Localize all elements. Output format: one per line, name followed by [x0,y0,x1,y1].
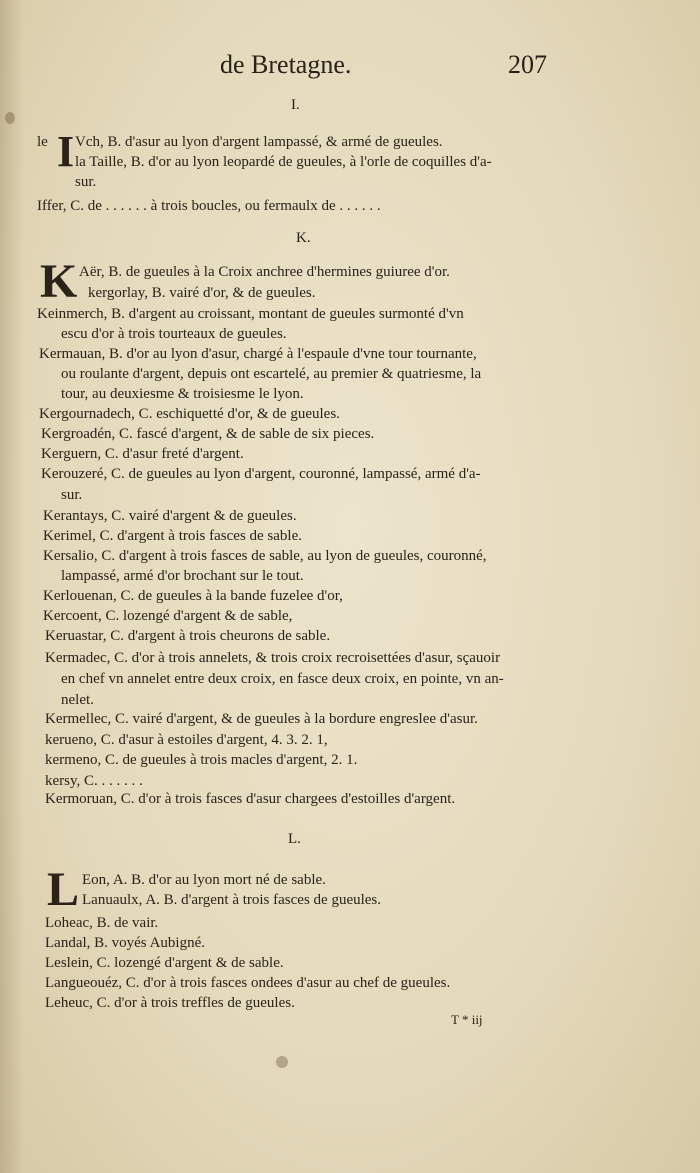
entry-line: Lanuaulx, A. B. d'argent à trois fasces de gueules. [82,892,382,908]
entry-line: lampassé, armé d'or brochant sur le tout. [61,568,304,584]
entry-line: Kerouzeré, C. de gueules au lyon d'argent, couronné, lampassé, armé d'a- [41,466,481,482]
entry-line: Kercoent, C. lozengé d'argent & de sable, [43,608,293,624]
ink-spot [276,1056,288,1068]
entry-line: Kerantays, C. vairé d'argent & de gueules. [43,508,297,524]
entry-line: Keruastar, C. d'argent à trois cheurons de sable. [45,628,331,644]
entry-line: sur. [75,174,97,190]
section-heading-k: K. [296,230,311,246]
entry-line: en chef vn annelet entre deux croix, en fasce deux croix, en pointe, vn an- [61,671,504,687]
signature-mark: T * iij [451,1012,483,1027]
entry-line: Kerlouenan, C. de gueules à la bande fuzelee d'or, [43,588,343,604]
entry-line: tour, au deuxiesme & troisiesme le lyon. [61,386,304,402]
entry-line: Kermoruan, C. d'or à trois fasces d'asur chargees d'estoilles d'argent. [45,791,456,807]
entry-line: Keinmerch, B. d'argent au croissant, montant de gueules surmonté d'vn [37,306,464,322]
entry-line: Kersalio, C. d'argent à trois fasces de sable, au lyon de gueules, couronné, [43,548,487,564]
entry-line: Iffer, C. de . . . . . . à trois boucles, ou fermaulx de . . . . . . [37,198,381,214]
entry-line: Kermauan, B. d'or au lyon d'asur, chargé à l'espaule d'vne tour tournante, [39,346,477,362]
entry-line: Leheuc, C. d'or à trois treffles de gueules. [45,995,295,1011]
entry-line: Leslein, C. lozengé d'argent & de sable. [45,955,284,971]
entry-line: Kergournadech, C. eschiquetté d'or, & de gueules. [39,406,340,422]
page-number: 207 [508,50,547,79]
entry-line: nelet. [61,692,94,708]
entry-line: Kergroadén, C. fascé d'argent, & de sable de six pieces. [41,426,375,442]
dropcap-l: L [47,863,80,916]
entry-line: Loheac, B. de vair. [45,915,159,931]
entry-line: kersy, C. . . . . . . [45,773,143,789]
section-heading-l: L. [288,831,301,847]
entry-line: Langueouéz, C. d'or à trois fasces ondees d'asur au chef de gueules. [45,975,451,991]
entry-line: kermeno, C. de gueules à trois macles d'argent, 2. 1. [45,752,358,768]
running-title: de Bretagne. [220,50,352,79]
dropcap-i: I [57,127,75,176]
page-edge-shadow [0,0,24,1173]
entry-line: escu d'or à trois tourteaux de gueules. [61,326,287,342]
entry-line: kerueno, C. d'asur à estoiles d'argent, 4. 3. 2. 1, [45,732,328,748]
entry-line: ou roulante d'argent, depuis ont escartelé, au premier & quatriesme, la [61,366,482,382]
entry-line: Eon, A. B. d'or au lyon mort né de sable. [82,872,326,888]
entry-line: la Taille, B. d'or au lyon leopardé de gueules, à l'orle de coquilles d'a- [75,154,492,170]
entry-line: Kerguern, C. d'asur freté d'argent. [41,446,244,462]
entry-line: Landal, B. voyés Aubigné. [45,935,205,951]
ink-spot [5,112,15,124]
entry-line: Vch, B. d'asur au lyon d'argent lampassé, & armé de gueules. [75,134,443,150]
section-heading-i: I. [291,97,300,113]
entry-line: kergorlay, B. vairé d'or, & de gueules. [88,285,316,301]
entry-line: Kermellec, C. vairé d'argent, & de gueules à la bordure engreslee d'asur. [45,711,478,727]
entry-line: sur. [61,487,83,503]
entry-line: Aër, B. de gueules à la Croix anchree d'hermines guiuree d'or. [79,264,450,280]
entry-line: Kermadec, C. d'or à trois annelets, & trois croix recroisettées d'asur, sçauoir [45,650,501,666]
entry-prefix: le [37,134,48,150]
dropcap-k: K [40,255,78,308]
entry-line: Kerimel, C. d'argent à trois fasces de sable. [43,528,303,544]
